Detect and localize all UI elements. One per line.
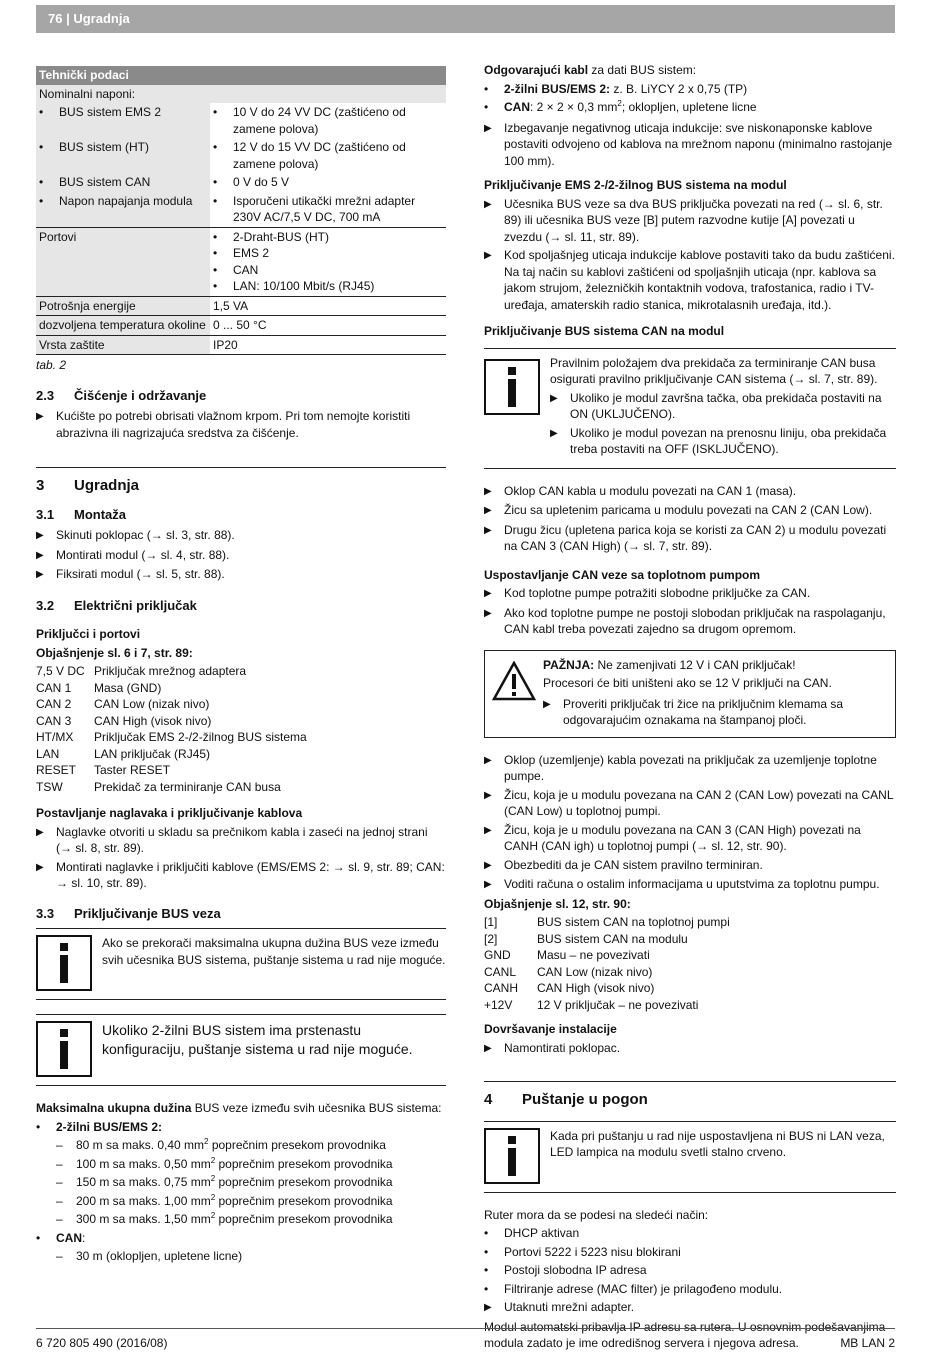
subheading: Priključivanje EMS 2-/2-žilnog BUS sistema na modul — [484, 178, 787, 192]
info-icon — [484, 1128, 540, 1184]
table-caption: tab. 2 — [36, 358, 67, 372]
bullet: • Filtriranje adrese (MAC filter) je prilagođeno modulu. — [484, 1281, 783, 1296]
spec-nominal-label: Nominalni naponi: — [39, 86, 136, 101]
bullet: • 2-žilni BUS/EMS 2: — [36, 1119, 163, 1134]
info-icon — [36, 935, 92, 991]
spec-value: 12 V do 15 VV DC (zaštićeno od zamene polova) — [233, 140, 406, 171]
legend-row: CAN 2 CAN Low (nizak nivo) — [36, 697, 210, 711]
step: ▶ Montirati naglavke i priključiti kablove (EMS/EMS 2: → sl. 9, str. 89; CAN: → sl. 10, str. 89). — [36, 859, 445, 890]
spec-value: 10 V do 24 VV DC (zaštićeno od zamene polova) — [233, 105, 406, 136]
info-note — [484, 348, 896, 469]
footer-product: MB LAN 2 — [840, 1336, 895, 1350]
subheading: Priključci i portovi — [36, 627, 141, 641]
legend-row: +12V 12 V priključak – ne povezivati — [484, 997, 699, 1012]
step: ▶ Žicu, koja je u modulu povezana na CAN 3 (CAN High) povezati na CANH (CAN igh) u toplotnoj pumpi (→ sl. 12, str. 90). — [484, 822, 861, 853]
info-note: Ukoliko 2-žilni BUS sistem ima prstenastu konfiguraciju, puštanje sistema u rad nije moguće. — [36, 1014, 446, 1086]
legend-row: LAN LAN priključak (RJ45) — [36, 746, 211, 761]
step: ▶ Oklop CAN kabla u modulu povezati na CAN 1 (masa). — [484, 483, 797, 498]
subheading: Priključivanje BUS sistema CAN na modul — [484, 324, 725, 338]
bullet: • Postoji slobodna IP adresa — [484, 1263, 647, 1277]
step: ▶ Montirati modul (→ sl. 4, str. 88). — [36, 547, 230, 562]
spec-value: 0 ... 50 °C — [213, 318, 267, 332]
heading-2-3: 2.3 Čišćenje i održavanje — [36, 387, 207, 403]
dash-item: – 150 m sa maks. 0,75 $mm^2$ poprečnim presekom provodnika — [56, 1174, 393, 1189]
spec-table-title: Tehnički podaci — [36, 66, 446, 85]
bullet: • DHCP aktivan — [484, 1226, 580, 1240]
info-note: Kada pri puštanju u rad nije uspostavljena ni BUS ni LAN veza, LED lampica na modulu svetli stalno crveno. — [484, 1121, 896, 1193]
subheading: Objašnjenje sl. 6 i 7, str. 89: — [36, 645, 193, 660]
legend-row: [1] BUS sistem CAN na toplotnoj pumpi — [484, 915, 730, 929]
spec-key: Potrošnja energije — [36, 296, 210, 316]
info-icon — [484, 359, 540, 415]
step: ▶ Utaknuti mrežni adapter. — [484, 1300, 635, 1314]
bullet: • Portovi 5222 i 5223 nisu blokirani — [484, 1244, 681, 1259]
step: ▶ Oklop (uzemljenje) kabla povezati na priključak za uzemljenje toplotne pumpe. — [484, 752, 877, 783]
step: ▶ Kod spoljašnjeg uticaja indukcije kablove postaviti tako da budu zaštićeni. Na taj način su kablovi zaštićeni od spoljašnjih uticaja (npr. kablova sa jakom strujom, železničkih kontaktnih vodova, trafostanica, radio i TV-uređaja, amaterskih radio stanica, mikrotalasnih uređaja, itd.). — [484, 248, 895, 312]
note-text: Pravilnim položajem dva prekidača za terminiranje CAN busa osigurati pravilno priključivanje CAN sistema (→ sl. 7, str. 89). — [550, 355, 878, 386]
spec-port: EMS 2 — [233, 246, 270, 260]
spec-ports-label: Portovi — [36, 227, 210, 296]
page-number: 76 — [48, 11, 63, 26]
heading-3-1: 3.1 Montaža — [36, 506, 126, 522]
step: ▶ Skinuti poklopac (→ sl. 3, str. 88). — [36, 528, 235, 542]
legend-row: CANH CAN High (visok nivo) — [484, 981, 655, 995]
subheading: Objašnjenje sl. 12, str. 90: — [484, 896, 631, 911]
step: ▶ Namontirati poklopac. — [484, 1040, 621, 1055]
spec-value: Isporučeni utikački mrežni adapter 230V AC/7,5 V DC, 700 mA — [233, 193, 416, 224]
legend-row: GND Masu – ne povezivati — [484, 948, 650, 962]
warning-box — [484, 650, 896, 738]
legend-row: RESET Taster RESET — [36, 763, 171, 777]
legend-row: 7,5 V DC Priključak mrežnog adaptera — [36, 664, 247, 678]
legend-row: CAN 3 CAN High (visok nivo) — [36, 713, 212, 728]
left-column — [36, 62, 446, 1267]
bullet: • 2-žilni BUS/EMS 2: z. B. LiYCY 2 x 0,75 (TP) — [484, 81, 748, 96]
legend-row: TSW Prekidač za terminiranje CAN busa — [36, 779, 281, 794]
spec-value: 0 V do 5 V — [233, 175, 290, 189]
step: ▶ Ukoliko je modul povezan na prenosnu liniju, oba prekidača treba postaviti na OFF (ISKLJUČENO). — [550, 425, 887, 456]
step: ▶ Naglavke otvoriti u skladu sa prečnikom kabla i zaseći na jednoj strani (→ sl. 8, str. 89). — [36, 824, 428, 855]
dash-item: – 80 m sa maks. 0,40 $mm^2$ poprečnim presekom provodnika — [56, 1137, 386, 1152]
spec-key: Vrsta zaštite — [36, 335, 210, 355]
heading-4: 4 Puštanje u pogon — [484, 1081, 896, 1109]
step: ▶ Fiksirati modul (→ sl. 5, str. 88). — [36, 567, 225, 581]
spec-key: Napon napajanja modula — [59, 193, 193, 208]
step: ▶ Drugu žicu (upletena parica koja se koristi za CAN 2) u modulu povezati na CAN 3 (CAN High) (→ sl. 7, str. 89). — [484, 522, 887, 553]
heading-3: 3 Ugradnja — [36, 467, 446, 495]
paragraph: Odgovarajući kabl za dati BUS sistem: — [484, 63, 697, 77]
warning-text: Procesori će biti uništeni ako se 12 V priključi na CAN. — [543, 676, 832, 690]
right-column — [484, 62, 896, 1354]
step: ▶ Izbegavanje negativnog uticaja indukcije: sve niskonaponske kablove postaviti odvojeno od kablova na mrežnom naponu (minimalno rastojanje 100 mm). — [484, 120, 893, 168]
dash-item: – 30 m (oklopljen, upletene licne) — [56, 1249, 243, 1263]
heading-3-2: 3.2 Električni priključak — [36, 597, 197, 613]
step: ▶ Voditi računa o ostalim informacijama u uputstvima za toplotnu pumpu. — [484, 877, 880, 891]
spec-key: dozvoljena temperatura okoline — [36, 316, 210, 336]
footer-divider — [36, 1328, 895, 1329]
legend-row: [2] BUS sistem CAN na modulu — [484, 931, 688, 946]
legend-row: CAN 1 Masa (GND) — [36, 680, 162, 695]
bullet: • CAN: — [36, 1230, 86, 1245]
paragraph: Ruter mora da se podesi na sledeći način: — [484, 1207, 709, 1222]
spec-value: IP20 — [213, 337, 238, 352]
info-icon — [36, 1021, 92, 1077]
footer-doc-number: 6 720 805 490 (2016/08) — [36, 1336, 168, 1350]
step: ▶ Kod toplotne pumpe potražiti slobodne priključke za CAN. — [484, 586, 811, 600]
dash-item: – 100 m sa maks. 0,50 $mm^2$ poprečnim presekom provodnika — [56, 1155, 393, 1171]
legend-row: CANL CAN Low (nizak nivo) — [484, 964, 653, 979]
subheading: Postavljanje naglavaka i priključivanje kablova — [36, 806, 303, 820]
spec-value: 1,5 VA — [213, 298, 249, 313]
step: ▶ Ukoliko je modul završna tačka, oba prekidača postaviti na ON (UKLJUČENO). — [550, 390, 882, 421]
legend-row: HT/MX Priključak EMS 2-/2-žilnog BUS sistema — [36, 730, 307, 744]
step: ▶ Žicu sa upletenim paricama u modulu povezati na CAN 2 (CAN Low). — [484, 503, 873, 517]
warning-icon — [485, 657, 543, 731]
paragraph: Modul automatski pribavlja IP adresu sa rutera. U osnovnim podešavanjima modula zadato je ime odredišnog servera i njegova adresa. — [484, 1319, 886, 1350]
step: ▶ Proveriti priključak tri žice na priključnim klemama sa odgovarajućim oznakama na štampanoj ploči. — [543, 696, 844, 727]
step: ▶ Obezbediti da je CAN sistem pravilno terminiran. — [484, 857, 763, 872]
subheading: Dovršavanje instalacije — [484, 1022, 617, 1036]
step: ▶ Učesnika BUS veze sa dva BUS priključka povezati na red (→ sl. 6, str. 89) ili učesnika BUS veze [B] putem razvodne kutije [A] povezati u zvezdu (→ sl. 11, str. 89). — [484, 196, 883, 244]
info-note: Ako se prekorači maksimalna ukupna dužina BUS veze između svih učesnika BUS sistema, puštanje sistema u rad nije moguće. — [36, 928, 446, 1000]
header-section: Ugradnja — [73, 11, 130, 26]
spec-port: 2-Draht-BUS (HT) — [233, 229, 330, 244]
paragraph: Maksimalna ukupna dužina BUS veze između svih učesnika BUS sistema: — [36, 1101, 442, 1115]
step: ▶ Žicu, koja je u modulu povezana na CAN 2 (CAN Low) povezati na CANL (CAN Low) u toplotnoj pumpi. — [484, 787, 894, 818]
spec-key: BUS sistem EMS 2 — [59, 105, 162, 119]
spec-key: BUS sistem (HT) — [59, 140, 149, 154]
spec-port: LAN: 10/100 Mbit/s (RJ45) — [233, 279, 375, 293]
subheading: Uspostavljanje CAN veze sa toplotnom pumpom — [484, 567, 761, 582]
step: ▶ Ako kod toplotne pumpe ne postoji slobodan priključak na raspolaganju, CAN kabl treba povezati zajedno sa drugom opremom. — [484, 605, 886, 636]
spec-port: CAN — [233, 262, 259, 277]
step: ▶ Kućište po potrebi obrisati vlažnom krpom. Pri tom nemojte koristiti abrazivna ili nagrizajuća sredstva za čišćenje. — [36, 409, 411, 440]
spec-table: Tehnički podaci Nominalni naponi: • BUS sistem EMS 2 • 10 V do 24 VV DC (zaštićeno od zamene polova) • BUS sistem (HT) • 12 V do 15 VV DC (zaštićeno od zamene polova) • BUS sistem CAN • 0 V do 5 V • Napon napajanja modula • Isporučeni utikački mrežni adapter 230V AC/7,5 V DC, 700 mA Portovi • 2-Draht-BUS (HT) • EMS 2 • CAN • LAN: 10/100 Mbit/s (RJ45) Potrošnja energije 1,5 VA dozvoljena temperatura okoline 0 ... 50 °C Vrsta zaštite IP20 — [36, 66, 446, 355]
bullet: • CAN: 2 × 2 × 0,3 $mm^2$; oklopljen, upletene licne — [484, 99, 757, 114]
warning-title: PAŽNJA: Ne zamenjivati 12 V i CAN priključak! — [543, 657, 796, 672]
spec-key: BUS sistem CAN — [59, 175, 151, 189]
heading-3-3: 3.3 Priključivanje BUS veza — [36, 905, 221, 921]
page-header: 76 | Ugradnja — [36, 5, 895, 33]
dash-item: – 200 m sa maks. 1,00 $mm^2$ poprečnim presekom provodnika — [56, 1192, 393, 1208]
dash-item: – 300 m sa maks. 1,50 $mm^2$ poprečnim presekom provodnika — [56, 1211, 393, 1226]
